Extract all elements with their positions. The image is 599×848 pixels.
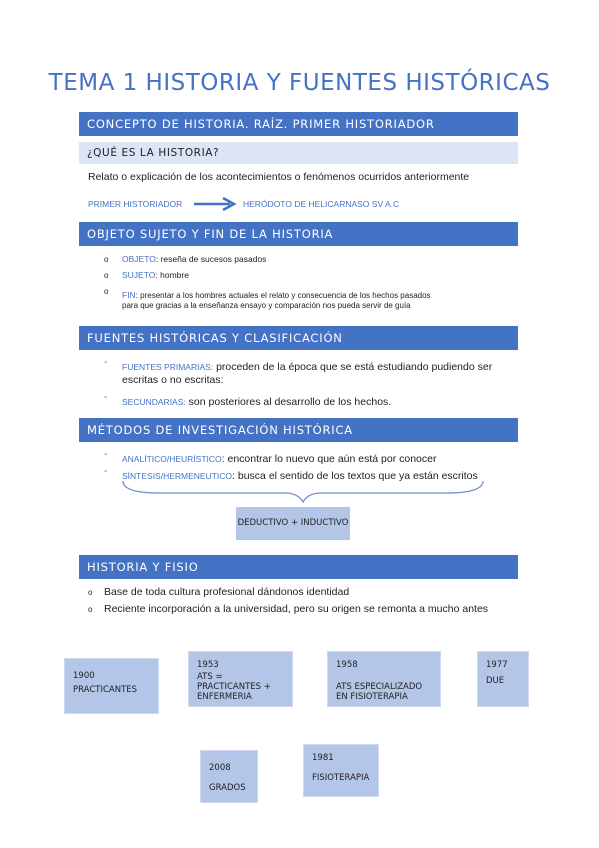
deductivo-inductivo-box: DEDUCTIVO + INDUCTIVO — [236, 507, 350, 540]
first-historian-label: PRIMER HISTORIADOR — [88, 199, 183, 209]
timeline-box-1981: 1981 FISIOTERAPIA — [303, 744, 379, 797]
bullet-icon: o — [88, 588, 93, 597]
definition-text: Relato o explicación de los acontecimientos o fenómenos ocurridos anteriormente — [88, 171, 470, 183]
timeline-box-2008: 2008 GRADOS — [200, 750, 258, 803]
section-heading-fisio: HISTORIA Y FISIO — [79, 555, 518, 579]
subheading-que-es-historia: ¿QUÉ ES LA HISTORIA? — [79, 142, 518, 164]
timeline-box-1958: 1958 ATS ESPECIALIZADO EN FISIOTERAPIA — [327, 651, 441, 707]
bullet-icon: o — [88, 605, 93, 614]
bullet-icon: o — [104, 287, 109, 296]
page-title: TEMA 1 HISTORIA Y FUENTES HISTÓRICAS — [48, 70, 551, 96]
arrow-right-icon — [192, 196, 242, 212]
first-historian-value: HERÓDOTO DE HELICARNASO SV A.C — [243, 199, 400, 209]
section-heading-fuentes: FUENTES HISTÓRICAS Y CLASIFICACIÓN — [79, 326, 518, 350]
section-heading-metodos: MÉTODOS DE INVESTIGACIÓN HISTÓRICA — [79, 418, 518, 442]
bullet-icon: o — [104, 255, 109, 264]
section-heading-concepto: CONCEPTO DE HISTORIA. RAÍZ. PRIMER HISTORIADOR — [79, 112, 518, 136]
timeline-box-1977: 1977 DUE — [477, 651, 529, 707]
brace-icon — [120, 478, 486, 504]
section-heading-objeto: OBJETO SUJETO Y FIN DE LA HISTORIA — [79, 222, 518, 246]
bullet-icon: o — [104, 271, 109, 280]
timeline-box-1900: 1900 PRACTICANTES — [64, 658, 159, 714]
timeline-box-1953: 1953 ATS = PRACTICANTES + ENFERMERIA — [188, 651, 293, 707]
